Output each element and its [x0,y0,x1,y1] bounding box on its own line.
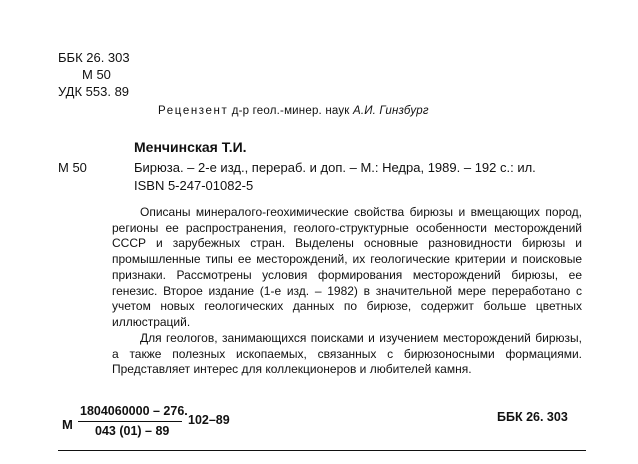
bibliographic-description: Бирюза. – 2-е изд., перераб. и доп. – М.: Недра, 1989. – 192 с.: ил. [134,160,536,175]
isbn: ISBN 5-247-01082-5 [134,178,254,193]
fraction-line [78,421,182,422]
publishing-code-letter: М [62,417,73,432]
bottom-divider [58,450,586,451]
author-mark: М 50 [82,67,111,82]
reviewer-degree: д-р геол.-минер. наук [231,105,350,117]
reviewer-label: Рецензент [158,105,229,117]
publishing-code-numerator: 1804060000 – 276. [80,404,188,418]
record-side-mark: М 50 [58,160,87,175]
udk-code: УДК 553. 89 [58,84,130,99]
book-author: Менчинская Т.И. [134,139,247,155]
reviewer-name: А.И. Гинзбург [352,105,429,117]
publishing-code-suffix: 102–89 [188,413,230,427]
audience-paragraph: Для геологов, занимающихся поисками и изучением месторождений бирюзы, а также полезных ископаемых, связанных с бирюзоносными формациями. Представляет интерес для коллекционеров и любителей камня. [112,331,582,377]
publishing-code-denominator: 043 (01) – 89 [95,424,170,438]
abstract-paragraph: Описаны минералого-геохимические свойства бирюзы и вмещающих пород, регионы ее распространения, геолого-структурные особенности месторождений СССР и зарубежных стран. Выделены основные разновидности бирюзы и промышленные типы ее месторождений, их геологические критерии и поисковые признаки. Рассмотрены условия формирования месторождений бирюзы, ее генезис. Второе издание (1-е изд. – 1982) в значительной мере переработано с учетом новых геологических данных по бирюзе, содержит больше цветных иллюстраций. [112,205,582,329]
bbk-code: ББК 26. 303 [58,50,130,65]
reviewer-line [158,105,429,117]
bbk-code-bottom: ББК 26. 303 [497,410,568,424]
